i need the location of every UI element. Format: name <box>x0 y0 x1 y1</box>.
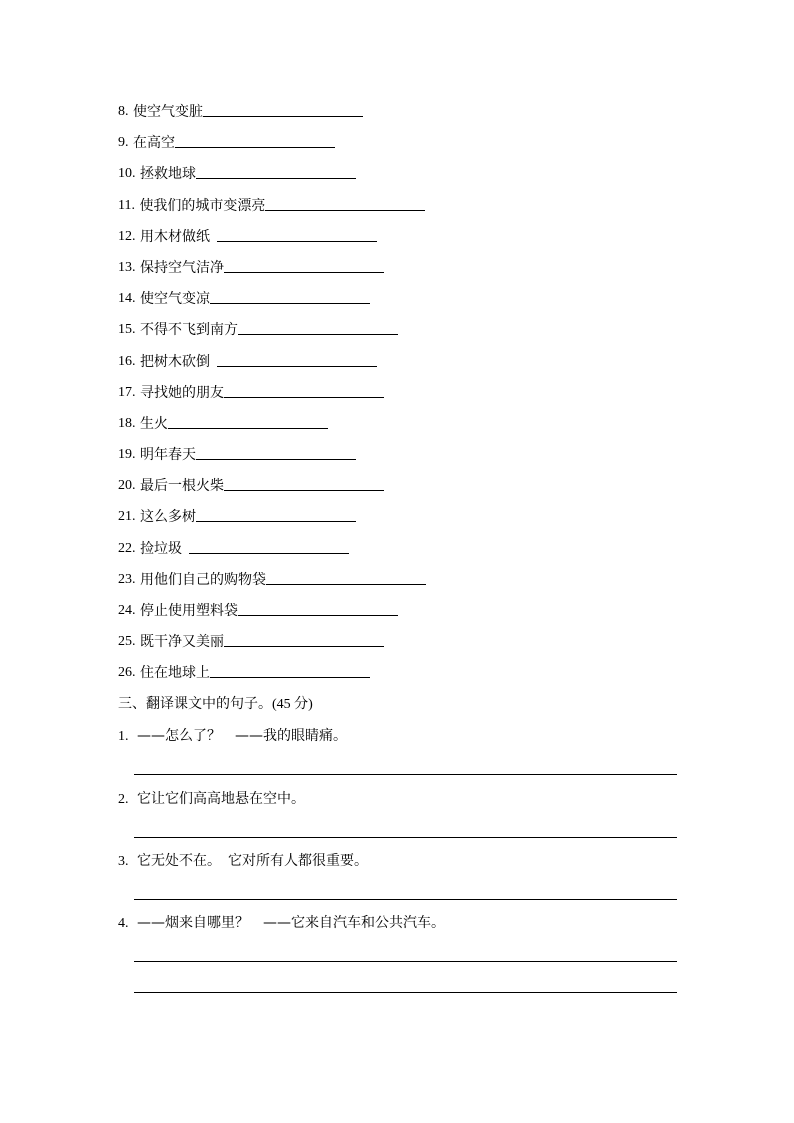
answer-blank[interactable] <box>238 319 398 335</box>
sentence-text: ——怎么了？ ——我的眼睛痛。 <box>136 728 347 744</box>
sentence-item <box>118 789 305 810</box>
phrase-text: 既干净又美丽 <box>139 634 224 651</box>
section-3-heading <box>118 694 313 715</box>
answer-line[interactable] <box>134 992 677 993</box>
section-3-title: 三、翻译课文中的句子。 <box>118 696 272 712</box>
phrase-text: 停止使用塑料袋 <box>139 603 238 619</box>
sentence-text: 它无处不在。 它对所有人都很重要。 <box>136 853 368 869</box>
phrase-text: 拯救地球 <box>139 166 196 183</box>
answer-blank[interactable] <box>217 226 377 242</box>
phrase-item <box>118 101 678 132</box>
answer-blank[interactable] <box>238 600 398 616</box>
phrase-translation-list <box>118 101 678 694</box>
phrase-item <box>118 631 678 662</box>
item-number: 12. <box>118 228 136 244</box>
item-number: 11. <box>118 197 135 213</box>
phrase-item <box>118 163 678 194</box>
item-number: 4. <box>118 916 129 931</box>
answer-blank[interactable] <box>224 257 384 273</box>
item-number: 24. <box>118 603 136 618</box>
phrase-text: 在高空 <box>132 135 175 152</box>
phrase-item <box>118 475 678 506</box>
answer-line[interactable] <box>134 837 677 838</box>
item-number: 21. <box>118 509 136 525</box>
phrase-item <box>118 538 678 569</box>
phrase-item <box>118 226 678 257</box>
item-number: 26. <box>118 665 136 681</box>
answer-blank[interactable] <box>224 382 384 398</box>
answer-blank[interactable] <box>265 195 425 211</box>
item-number: 8. <box>118 104 129 119</box>
item-number: 16. <box>118 353 136 369</box>
item-number: 20. <box>118 478 136 494</box>
phrase-text: 寻找她的朋友 <box>139 384 224 401</box>
item-number: 25. <box>118 634 136 650</box>
item-number: 1. <box>118 729 129 744</box>
phrase-item <box>118 288 678 319</box>
item-number: 2. <box>118 792 129 807</box>
item-number: 17. <box>118 384 136 400</box>
phrase-item <box>118 413 678 444</box>
answer-blank[interactable] <box>210 662 370 678</box>
answer-blank[interactable] <box>224 475 384 491</box>
item-number: 3. <box>118 854 129 869</box>
item-number: 14. <box>118 291 136 307</box>
sentence-item <box>118 726 347 747</box>
phrase-item <box>118 195 678 226</box>
sentence-item <box>118 851 368 872</box>
item-number: 10. <box>118 166 136 182</box>
item-number: 15. <box>118 322 136 338</box>
phrase-text: 这么多树 <box>139 509 196 526</box>
answer-blank[interactable] <box>224 631 384 647</box>
item-number: 22. <box>118 540 136 556</box>
sentence-text: ——烟来自哪里？ ——它来自汽车和公共汽车。 <box>136 915 445 931</box>
item-number: 23. <box>118 571 136 587</box>
item-number: 18. <box>118 415 136 431</box>
phrase-text: 保持空气洁净 <box>139 259 224 276</box>
phrase-text: 明年春天 <box>139 447 196 464</box>
answer-blank[interactable] <box>189 538 349 554</box>
item-number: 13. <box>118 259 136 275</box>
answer-blank[interactable] <box>266 569 426 585</box>
phrase-item <box>118 444 678 475</box>
answer-blank[interactable] <box>203 101 363 117</box>
phrase-text: 把树木砍倒 <box>139 353 210 370</box>
answer-blank[interactable] <box>217 351 377 367</box>
phrase-text: 最后一根火柴 <box>139 478 224 495</box>
sentence-item <box>118 913 445 934</box>
answer-blank[interactable] <box>196 506 356 522</box>
phrase-text: 使我们的城市变漂亮 <box>139 197 266 214</box>
answer-line[interactable] <box>134 961 677 962</box>
answer-blank[interactable] <box>196 163 356 179</box>
phrase-text: 生火 <box>139 415 168 432</box>
phrase-item <box>118 662 678 693</box>
sentence-text: 它让它们高高地悬在空中。 <box>136 791 305 807</box>
phrase-text: 用他们自己的购物袋 <box>139 571 266 588</box>
phrase-text: 不得不飞到南方 <box>139 322 238 339</box>
phrase-text: 住在地球上 <box>139 665 210 682</box>
item-number: 9. <box>118 135 129 151</box>
item-number: 19. <box>118 447 136 463</box>
answer-blank[interactable] <box>210 288 370 304</box>
phrase-item <box>118 382 678 413</box>
answer-line[interactable] <box>134 774 677 775</box>
phrase-text: 使空气变凉 <box>139 291 210 308</box>
phrase-item <box>118 132 678 163</box>
answer-blank[interactable] <box>175 132 335 148</box>
answer-blank[interactable] <box>196 444 356 460</box>
phrase-item <box>118 351 678 382</box>
answer-line[interactable] <box>134 899 677 900</box>
phrase-text: 使空气变脏 <box>132 104 203 120</box>
phrase-item <box>118 569 678 600</box>
phrase-item <box>118 600 678 631</box>
phrase-text: 捡垃圾 <box>139 540 182 557</box>
phrase-item <box>118 257 678 288</box>
section-3-points: (45 分) <box>272 697 313 712</box>
phrase-text: 用木材做纸 <box>139 228 210 245</box>
phrase-item <box>118 506 678 537</box>
phrase-item <box>118 319 678 350</box>
answer-blank[interactable] <box>168 413 328 429</box>
